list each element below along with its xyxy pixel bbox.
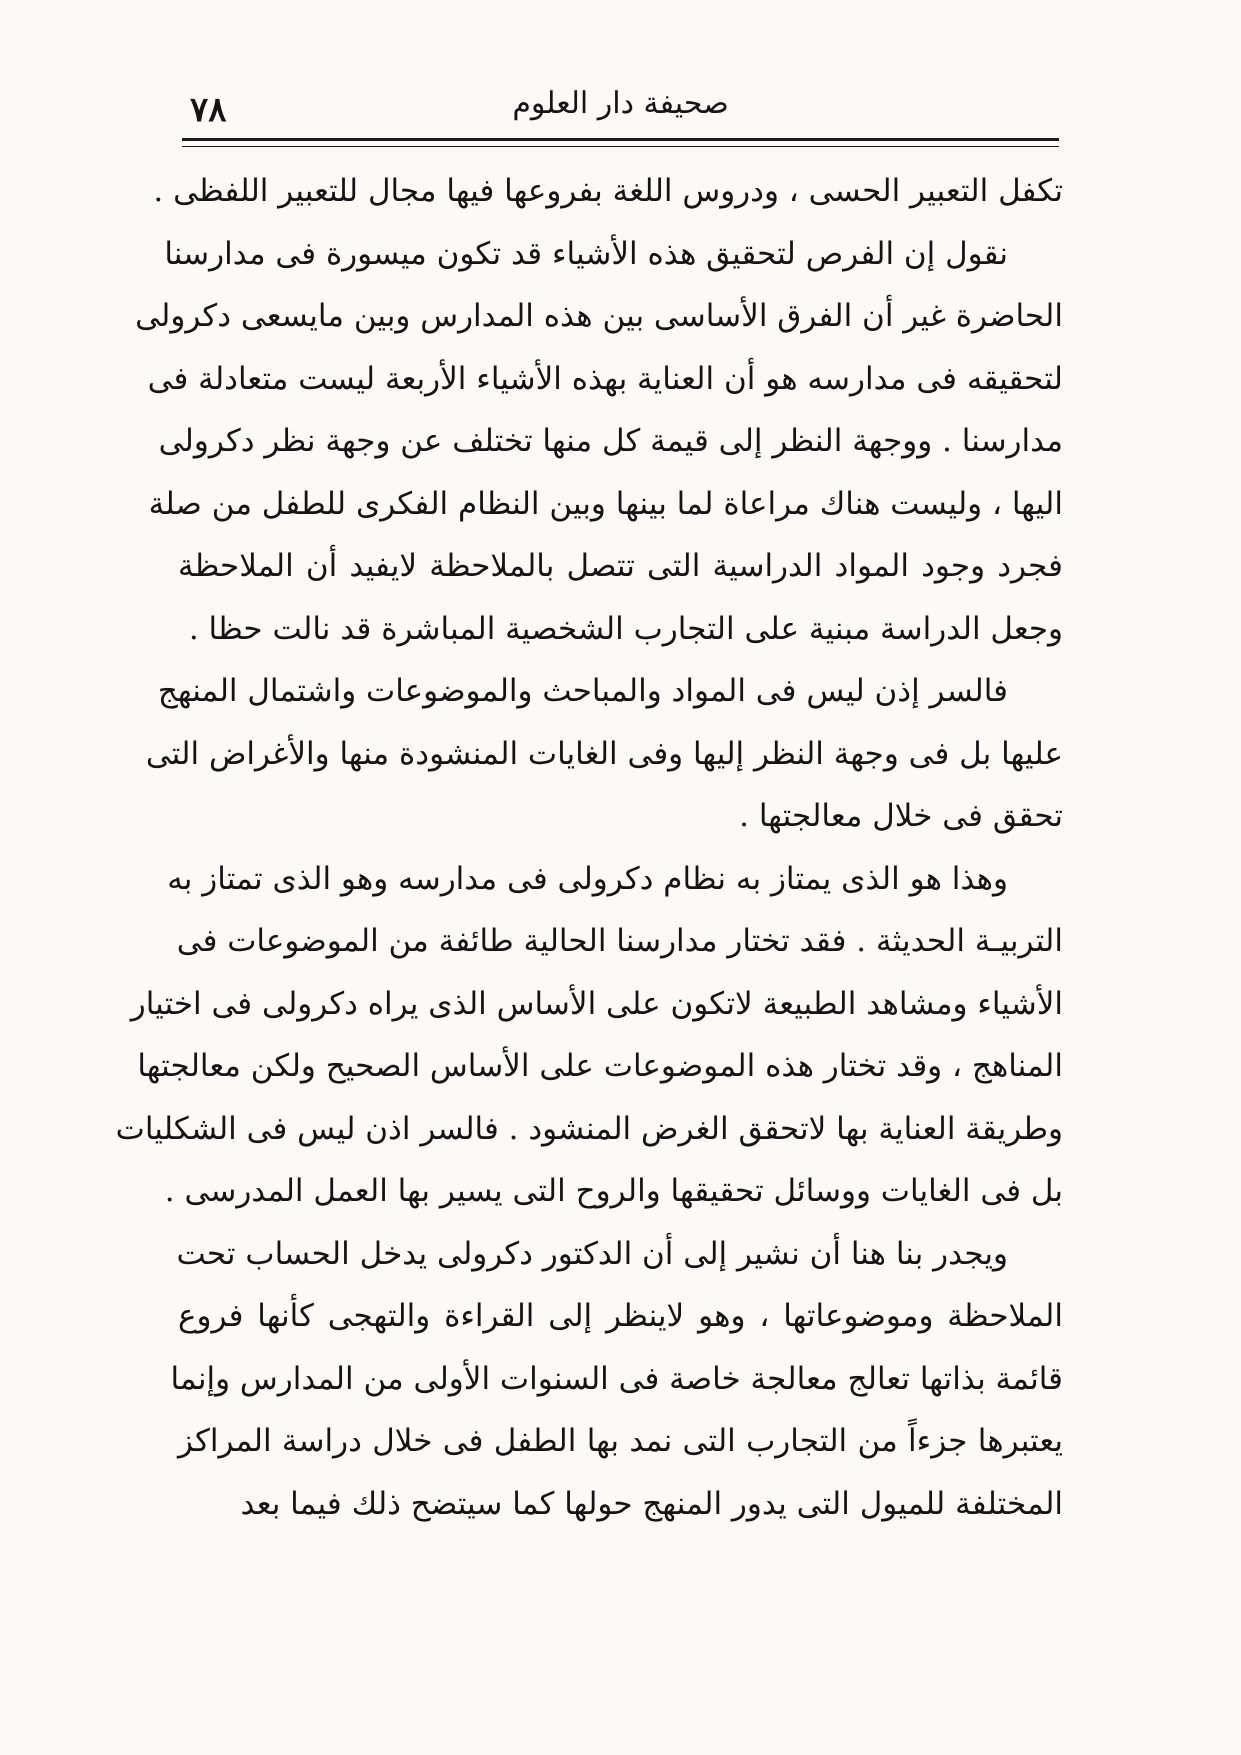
text-line: التربيـة الحديثة . فقد تختار مدارسنا الحالية طائفة من الموضوعات فى (176, 923, 1063, 959)
text-line: مدارسنا . ووجهة النظر إلى قيمة كل منها تختلف عن وجهة نظر دكرولى (158, 423, 1063, 459)
header-rule-thin (182, 146, 1059, 147)
page-header (182, 82, 1059, 132)
text-line: لتحقيقه فى مدارسه هو أن العناية بهذه الأشياء الأربعة ليست متعادلة فى (147, 360, 1063, 397)
text-line: اليها ، وليست هناك مراعاة لما بينها وبين النظام الفكرى للطفل من صلة (148, 485, 1063, 522)
text-line: الأشياء ومشاهد الطبيعة لاتكون على الأساس الذى يراه دكرولى فى اختيار (130, 985, 1063, 1022)
paragraph-last-line: بل فى الغايات ووسائل تحقيقها والروح التى يسير بها العمل المدرسى . (164, 1173, 1063, 1209)
text-line: تكفل التعبير الحسى ، ودروس اللغة بفروعها فيها مجال للتعبير اللفظى . (153, 173, 1063, 209)
text-line: قائمة بذاتها تعالج معالجة خاصة فى السنوات الأولى من المدارس وإنما (170, 1360, 1063, 1397)
text-line: الملاحظة وموضوعاتها ، وهو لاينظر إلى القراءة والتهجى كأنها فروع (178, 1298, 1063, 1334)
paragraph-first-line: نقول إن الفرص لتحقيق هذه الأشياء قد تكون ميسورة فى مدارسنا (164, 235, 1008, 272)
paragraph-last-line: وجعل الدراسة مبنية على التجارب الشخصية المباشرة قد نالت حظا . (188, 610, 1063, 647)
paragraph-first-line: فالسر إذن ليس فى المواد والمباحث والموضوعات واشتمال المنهج (157, 673, 1008, 709)
paragraph-last-line: تحقق فى خلال معالجتها . (739, 798, 1063, 834)
paragraph-first-line: وهذا هو الذى يمتاز به نظام دكرولى فى مدارسه وهو الذى تمتاز به (167, 860, 1008, 897)
text-line: وطريقة العناية بها لاتحقق الغرض المنشود . فالسر اذن ليس فى الشكليات (115, 1110, 1063, 1147)
header-rule-thick (182, 138, 1059, 141)
page-number: ٧٨ (190, 90, 227, 130)
text-line: المناهج ، وقد تختار هذه الموضوعات على الأساس الصحيح ولكن معالجتها (137, 1048, 1063, 1084)
text-line: يعتبرها جزءاً من التجارب التى نمد بها الطفل فى خلال دراسة المراكز (178, 1423, 1063, 1459)
body-text (115, 160, 1063, 1535)
text-line: عليها بل فى وجهة النظر إليها وفى الغايات المنشودة منها والأغراض التى (145, 735, 1063, 772)
text-line: الحاضرة غير أن الفرق الأساسى بين هذه المدارس وبين مايسعى دكرولى (135, 298, 1063, 334)
running-title: صحيفة دار العلوم (512, 86, 729, 121)
paragraph-first-line: ويجدر بنا هنا أن نشير إلى أن الدكتور دكرولى يدخل الحساب تحت (176, 1235, 1008, 1272)
paragraph-last-line: المختلفة للميول التى يدور المنهج حولها كما سيتضح ذلك فيما بعد (240, 1485, 1063, 1522)
text-line: فجرد وجود المواد الدراسية التى تتصل بالملاحظة لايفيد أن الملاحظة (178, 548, 1063, 584)
